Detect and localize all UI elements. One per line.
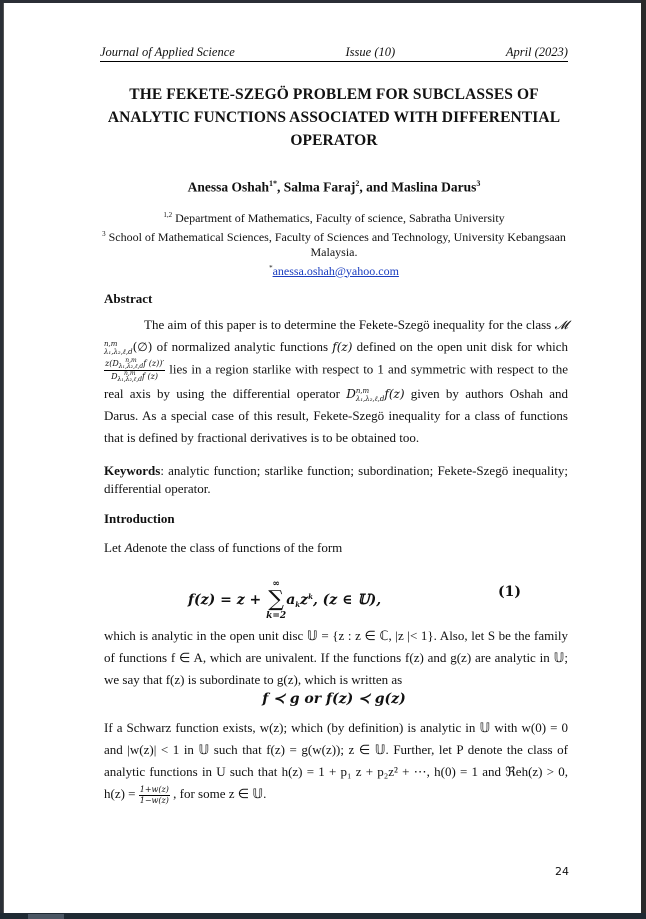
window-border-right — [641, 0, 646, 919]
keywords-label: Keywords — [104, 463, 161, 478]
abstract-text: lies in a region starlike with respect to 1 and symmetric with respect to the real axis by using the differential operator — [104, 361, 568, 401]
class-sub: λ₁,λ₂,ℓ,d — [104, 347, 133, 356]
intro-text: Let — [104, 540, 125, 555]
eq1-term: a — [286, 592, 296, 608]
affil-text: Department of Mathematics, Faculty of science, Sabratha University — [172, 211, 505, 225]
class-arg: (∅) — [132, 340, 153, 354]
affiliations — [100, 208, 568, 279]
abstract-text: of normalized analytic functions — [152, 339, 333, 354]
intro-paragraph-3 — [104, 717, 568, 806]
equation-subordination: f ≺ g or f(z) ≺ g(z) — [262, 691, 406, 707]
intro-text: If a Schwarz function exists, w(z); which (by definition) is analytic in 𝕌 with w(0) = 0 and |w(z)| < 1 in 𝕌 such that f(z) = g(w(z)); z ∈ 𝕌. Further, let P denote the class of analytic functions in U such that h(z) = 1 + p₁ z + p₂z² + ⋯, h(0) = 1 and ℜeh(z) > 0, h(z) = — [104, 720, 568, 801]
op-sup: n,m — [124, 370, 136, 377]
op-arg: f(z) — [384, 387, 405, 401]
abstract-text: defined on the open unit disk for — [352, 339, 533, 354]
op-sub: λ₁,λ₂,ℓ,d — [117, 376, 143, 383]
issue-number: Issue (10) — [345, 45, 396, 59]
sum-operator — [266, 579, 286, 621]
frac-den: D — [111, 372, 118, 381]
author-name: Salma Faraj — [283, 179, 356, 195]
email-mark: * — [269, 263, 273, 272]
author-name: Anessa Oshah — [187, 179, 269, 195]
author-separator: , and — [359, 179, 392, 195]
math-fz: f(z) — [332, 340, 353, 354]
author-list — [100, 179, 568, 196]
frac-num: z(D — [105, 359, 119, 368]
class-letter: 𝓜 — [554, 318, 569, 332]
math-A: A — [124, 540, 133, 555]
class-sup: n,m — [104, 339, 118, 348]
op-sup: n,m — [355, 386, 370, 395]
issue-date: April (2023) — [505, 45, 568, 59]
abstract-paragraph — [104, 314, 568, 449]
starlike-fraction — [104, 358, 165, 383]
frac-num-rest: f (z))′ — [143, 359, 165, 368]
equation-number: (1) — [498, 584, 521, 600]
keywords-text: : analytic function; starlike function; subordination; Fekete-Szegö inequality; differential operator. — [104, 463, 568, 496]
sum-symbol: ∑ — [268, 587, 285, 612]
horizontal-scrollbar[interactable] — [0, 913, 646, 919]
scrollbar-thumb[interactable] — [28, 914, 64, 919]
eq1-lhs: f(z) = z + — [188, 592, 267, 608]
author-separator: , — [276, 179, 284, 195]
op-sub: λ₁,λ₂,ℓ,d — [355, 394, 385, 403]
intro-text: , for some z ∈ 𝕌. — [169, 786, 267, 801]
h-fraction — [139, 785, 170, 806]
abstract-text: The aim of this paper is to determine the Fekete-Szegö inequality for the class — [144, 317, 552, 332]
affiliation-1 — [100, 208, 568, 227]
op-sub: λ₁,λ₂,ℓ,d — [118, 363, 144, 370]
abstract-text: given by authors Oshah and Darus. As a special case of this result, Fekete-Szegö inequality for a class of functions that is defined by fractional derivatives is to be obtained too. — [104, 386, 569, 445]
eq1-body — [188, 579, 381, 621]
author-name: Maslina Darus — [391, 179, 477, 195]
op-letter: D — [346, 387, 356, 401]
abstract-text: which — [536, 339, 569, 354]
h-frac-num: 1+w(z) — [139, 784, 169, 794]
abstract-heading: Abstract — [104, 291, 153, 306]
eq1-rest: , (z ∈ 𝕌), — [312, 592, 382, 608]
email-link[interactable]: anessa.oshah@yahoo.com — [272, 263, 399, 278]
introduction-heading: Introduction — [104, 511, 175, 526]
eq1-z-sup: k — [308, 592, 313, 601]
document-page — [3, 3, 642, 913]
sum-upper: ∞ — [272, 579, 280, 589]
author-affil-mark: 3 — [476, 179, 481, 188]
affil-mark: 3 — [102, 229, 106, 238]
affil-mark: 1,2 — [163, 211, 173, 219]
intro-sentence — [104, 537, 568, 559]
h-frac-den: 1−w(z) — [139, 795, 169, 805]
author-affil-mark: 1* — [268, 179, 277, 188]
author-affil-mark: 2 — [355, 179, 360, 188]
keywords — [104, 462, 568, 498]
corresponding-email — [100, 261, 568, 280]
page-number: 24 — [555, 865, 569, 878]
eq1-z: z — [300, 592, 309, 608]
sum-lower: k=2 — [266, 611, 287, 621]
paper-title: THE FEKETE-SZEGÖ PROBLEM FOR SUBCLASSES OF ANALYTIC FUNCTIONS ASSOCIATED WITH DIFFERENTIAL OPERATOR — [107, 86, 561, 149]
affiliation-2 — [100, 227, 568, 261]
frac-den-rest: f (z) — [142, 372, 158, 381]
eq1-term-sub: k — [295, 600, 301, 609]
intro-paragraph-2: which is analytic in the open unit disc 𝕌 = {z : z ∈ ℂ, |z |< 1}. Also, let S be the family of functions f ∈ A, which are univalent. If the functions f(z) and g(z) are analytic in 𝕌; we say that f(z) is subordinate to g(z), which is written as — [104, 628, 568, 687]
affil-text: School of Mathematical Sciences, Faculty of Sciences and Technology, University Kebangsaan Malaysia. — [105, 229, 566, 259]
journal-name: Journal of Applied Science — [100, 45, 235, 59]
intro-text: denote the class of functions of the form — [132, 540, 343, 555]
running-header — [100, 45, 568, 62]
operator — [346, 387, 404, 401]
op-sup: n,m — [125, 357, 137, 364]
